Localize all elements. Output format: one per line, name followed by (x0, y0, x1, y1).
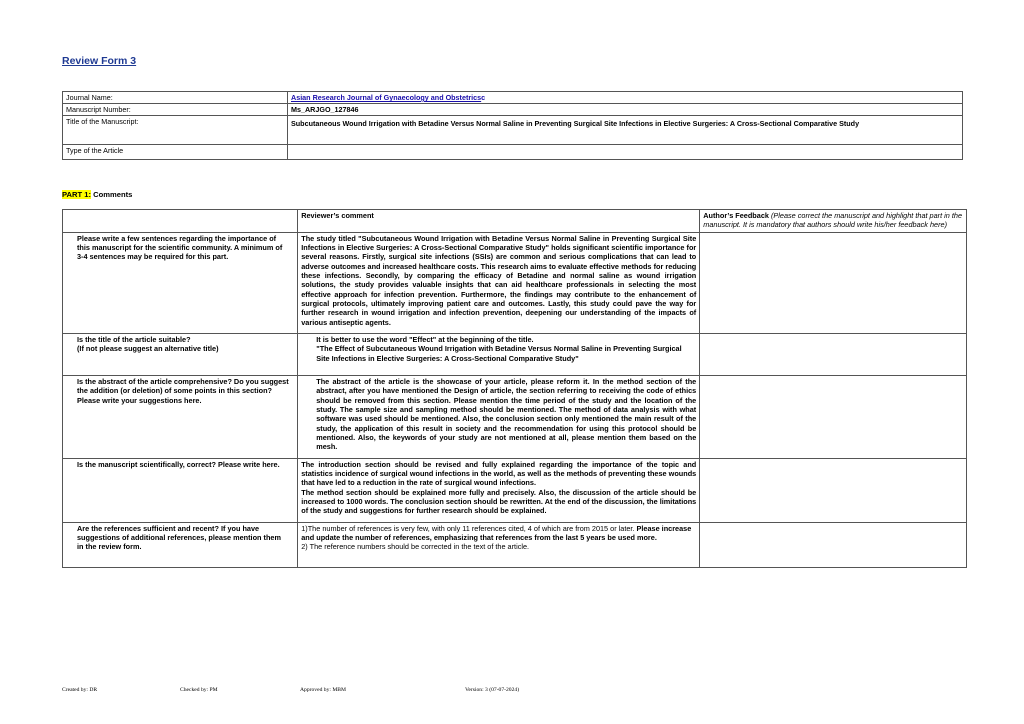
manuscript-number-label: Manuscript Number: (63, 104, 288, 116)
article-type-label: Type of the Article (63, 145, 288, 160)
manuscript-title-row (63, 116, 963, 145)
feedback-importance[interactable] (700, 232, 967, 333)
manuscript-title-label: Title of the Manuscript: (63, 116, 288, 145)
references-comment-part1: 1)The number of references is very few, with only 11 references cited, 4 of which are from 2015 or later. (301, 523, 637, 533)
comment-row-importance (63, 232, 967, 333)
footer-approved-by: Approved by: MBM (300, 687, 346, 693)
question-scientific: Is the manuscript scientifically, correct? Please write here. (63, 458, 298, 522)
part-heading (62, 190, 132, 199)
feedback-scientific[interactable] (700, 458, 967, 522)
question-importance: Please write a few sentences regarding the importance of this manuscript for the scientific community. A minimum of 3-4 sentences may be required for this part. (63, 232, 298, 333)
footer-created-by: Created by: DR (62, 687, 98, 693)
author-feedback-label: Author’s Feedback (703, 211, 769, 220)
comments-table (62, 209, 967, 568)
comment-references (298, 522, 700, 567)
manuscript-number-value: Ms_ARJGO_127846 (288, 104, 963, 116)
journal-name-link[interactable]: Asian Research Journal of Gynaecology and Obstetrics (291, 93, 482, 102)
question-title: Is the title of the article suitable? (If not please suggest an alternative title) (63, 333, 298, 375)
header-author-feedback (700, 210, 967, 233)
manuscript-number-row (63, 104, 963, 116)
header-reviewer-comment: Reviewer’s comment (298, 210, 700, 233)
question-abstract: Is the abstract of the article comprehensive? Do you suggest the addition (or deletion) of some points in this section? Please write your suggestions here. (63, 375, 298, 458)
footer-version: Version: 3 (07-07-2024) (465, 687, 520, 693)
feedback-abstract[interactable] (700, 375, 967, 458)
references-comment-part2: Please increase and update the number of references, emphasizing that references from the last 5 years be used more. (301, 523, 692, 542)
comment-abstract: The abstract of the article is the showcase of your article, please reform it. In the method section of the abstract, after you have mentioned the Design of article, the section referring to receiving the code of ethics should be removed from this section. Please mention the time period of the study and the location of the study. The sample size and sampling method should be mentioned. The method of data analysis with what software was used should be mentioned. Also, the conclusion section only mentioned the main result of the study, the application of this result in society and the recommendation for using this protocol should be mentioned. Also, the keywords of your study are not mentioned at all, please mention them based on the mesh. (298, 375, 700, 458)
feedback-title[interactable] (700, 333, 967, 375)
comment-title: It is better to use the word "Effect" at the beginning of the title. "The Effect of Subcutaneous Wound Irrigation with Betadine Versus Normal Saline in Preventing Surgical Site Infections in Elective Surgeries: A Cross-Sectional Comparative Study" (298, 333, 700, 375)
references-comment-part3: 2) The reference numbers should be corrected in the text of the article. (301, 542, 530, 552)
comment-row-scientific (63, 458, 967, 522)
article-type-row (63, 145, 963, 160)
comment-row-title (63, 333, 967, 375)
article-type-value[interactable] (288, 145, 963, 160)
manuscript-info-table (62, 91, 963, 160)
comment-row-references (63, 522, 967, 567)
journal-row (63, 92, 963, 104)
question-references: Are the references sufficient and recent? If you have suggestions of additional references, please mention them in the review form. (63, 522, 298, 567)
journal-value-cell (288, 92, 963, 104)
footer-checked-by: Checked by: PM (180, 687, 218, 693)
journal-label: Journal Name: (63, 92, 288, 104)
feedback-references[interactable] (700, 522, 967, 567)
header-question-cell (63, 210, 298, 233)
part-title: Comments (90, 190, 133, 199)
comments-header-row (63, 210, 967, 233)
comment-importance: The study titled "Subcutaneous Wound Irrigation with Betadine Versus Normal Saline in Preventing Surgical Site Infections in Elective Surgeries: A Cross-Sectional Comparative Study" holds significant scientific importance for several reasons. Firstly, surgical site infections (SSIs) are common and serious complications that can lead to adverse outcomes and increased healthcare costs. This research aims to evaluate effective methods for reducing these infections. Secondly, by comparing the efficacy of Betadine and normal saline as wound irrigation solutions, the study provides valuable insights that can aid healthcare professionals in selecting the most effective approach for infection prevention. Furthermore, the findings may contribute to the enhancement of surgical protocols, ultimately improving patient care and outcomes. Lastly, this study could pave the way for further research in wound irrigation and infection prevention, deepening our understanding of the impacts of various antiseptic agents. (298, 232, 700, 333)
comment-row-abstract (63, 375, 967, 458)
form-title: Review Form 3 (62, 55, 137, 67)
manuscript-title-value: Subcutaneous Wound Irrigation with Betadine Versus Normal Saline in Preventing Surgical Site Infections in Elective Surgeries: A Cross-Sectional Comparative Study (288, 116, 963, 145)
author-feedback-note: (Please correct the manuscript and highlight that part in the manuscript. It is mandatory that authors should write his/her feedback here) (703, 211, 963, 230)
journal-suffix: c (481, 93, 486, 102)
comment-scientific: The introduction section should be revised and fully explained regarding the importance of the topic and statistics incidence of surgical wound infections in the world, as well as the methods of preventing these wounds that have led to a reduction in the rate of surgical wound infections. The method section should be explained more fully and precisely. Also, the discussion of the article should be increased to 1000 words. The conclusion section should be rewritten. At the end of the discussion, the limitations of the study and suggestions for further research should be explained. (298, 458, 700, 522)
part-label: PART 1: (62, 190, 91, 199)
